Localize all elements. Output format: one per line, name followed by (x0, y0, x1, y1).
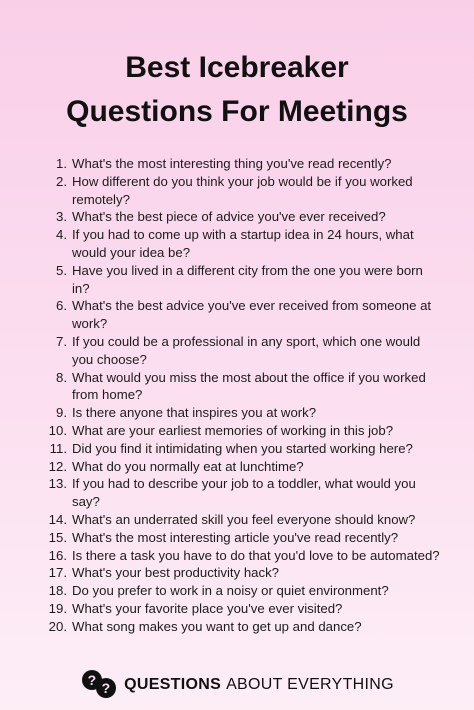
question-text: Do you prefer to work in a noisy or quiet environment? (72, 583, 389, 599)
question-text: How different do you think your job would be if you worked remotely? (72, 173, 413, 207)
question-text: If you could be a professional in any sport, which one would you choose? (72, 333, 421, 367)
question-item (40, 404, 444, 422)
question-text: If you had to come up with a startup idea in 24 hours, what would your idea be? (72, 227, 414, 260)
question-text: What do you normally eat at lunchtime? (72, 458, 304, 474)
question-item (40, 547, 444, 565)
question-item (40, 173, 444, 209)
question-text: Have you lived in a different city from the one you were born in? (72, 262, 423, 296)
question-number: 18. (48, 583, 67, 599)
question-number: 14. (48, 511, 67, 527)
question-number: 8. (56, 369, 67, 385)
question-item (40, 511, 444, 529)
question-text: What's the best advice you've ever received from someone at work? (72, 298, 432, 332)
question-text: Is there a task you have to do that you'd love to be automated? (72, 547, 440, 563)
question-text: What's the most interesting article you've read recently? (72, 529, 399, 545)
question-item (40, 369, 444, 405)
question-item (40, 600, 444, 618)
question-list (40, 155, 444, 636)
question-number: 12. (48, 458, 67, 474)
title-line-2: Questions For Meetings (66, 95, 408, 128)
question-text: What song makes you want to get up and dance? (72, 618, 362, 634)
question-item (40, 475, 444, 511)
question-text: Did you find it intimidating when you started working here? (72, 440, 413, 456)
question-number: 16. (48, 547, 67, 563)
question-item (40, 155, 444, 173)
question-number: 7. (56, 333, 67, 349)
question-item (40, 333, 444, 369)
page-title (0, 46, 474, 134)
question-item (40, 226, 444, 262)
question-text: What's your best productivity hack? (72, 565, 280, 581)
question-item (40, 208, 444, 226)
question-number: 11. (49, 440, 67, 456)
question-number: 5. (56, 262, 67, 278)
footer-brand (0, 668, 474, 702)
question-text: If you had to describe your job to a toddler, what would you say? (72, 476, 416, 510)
question-number: 10. (48, 422, 67, 438)
question-number: 9. (56, 405, 67, 421)
question-text: What's the best piece of advice you've ever received? (72, 209, 386, 225)
brand-name-rest: ABOUT EVERYTHING (226, 676, 394, 693)
question-item (40, 422, 444, 440)
question-text: What's an underrated skill you feel everyone should know? (72, 511, 416, 527)
question-number: 4. (56, 227, 67, 243)
question-item (40, 564, 444, 582)
question-text: Is there anyone that inspires you at work? (72, 405, 317, 421)
question-item (40, 582, 444, 600)
question-item (40, 618, 444, 636)
question-number: 20. (48, 618, 67, 634)
question-number: 19. (48, 600, 67, 616)
question-item (40, 440, 444, 458)
brand-name-bold: QUESTIONS (124, 676, 222, 693)
question-number: 17. (48, 565, 67, 581)
question-text: What's your favorite place you've ever visited? (72, 600, 343, 616)
question-number: 1. (56, 156, 67, 171)
question-item (40, 458, 444, 476)
question-number: 6. (56, 298, 67, 314)
question-marks-logo-icon (80, 668, 118, 702)
question-text: What's the most interesting thing you've read recently? (72, 156, 392, 171)
question-item (40, 297, 444, 333)
svg-text:?: ? (87, 672, 97, 688)
svg-text:?: ? (101, 680, 111, 696)
question-number: 13. (48, 476, 67, 492)
question-number: 3. (56, 209, 67, 225)
question-number: 15. (48, 529, 67, 545)
question-item (40, 262, 444, 298)
question-item (40, 529, 444, 547)
question-text: What would you miss the most about the office if you worked from home? (72, 369, 426, 403)
title-line-1: Best Icebreaker (125, 51, 349, 84)
question-number: 2. (56, 173, 67, 189)
question-text: What are your earliest memories of working in this job? (72, 422, 394, 438)
